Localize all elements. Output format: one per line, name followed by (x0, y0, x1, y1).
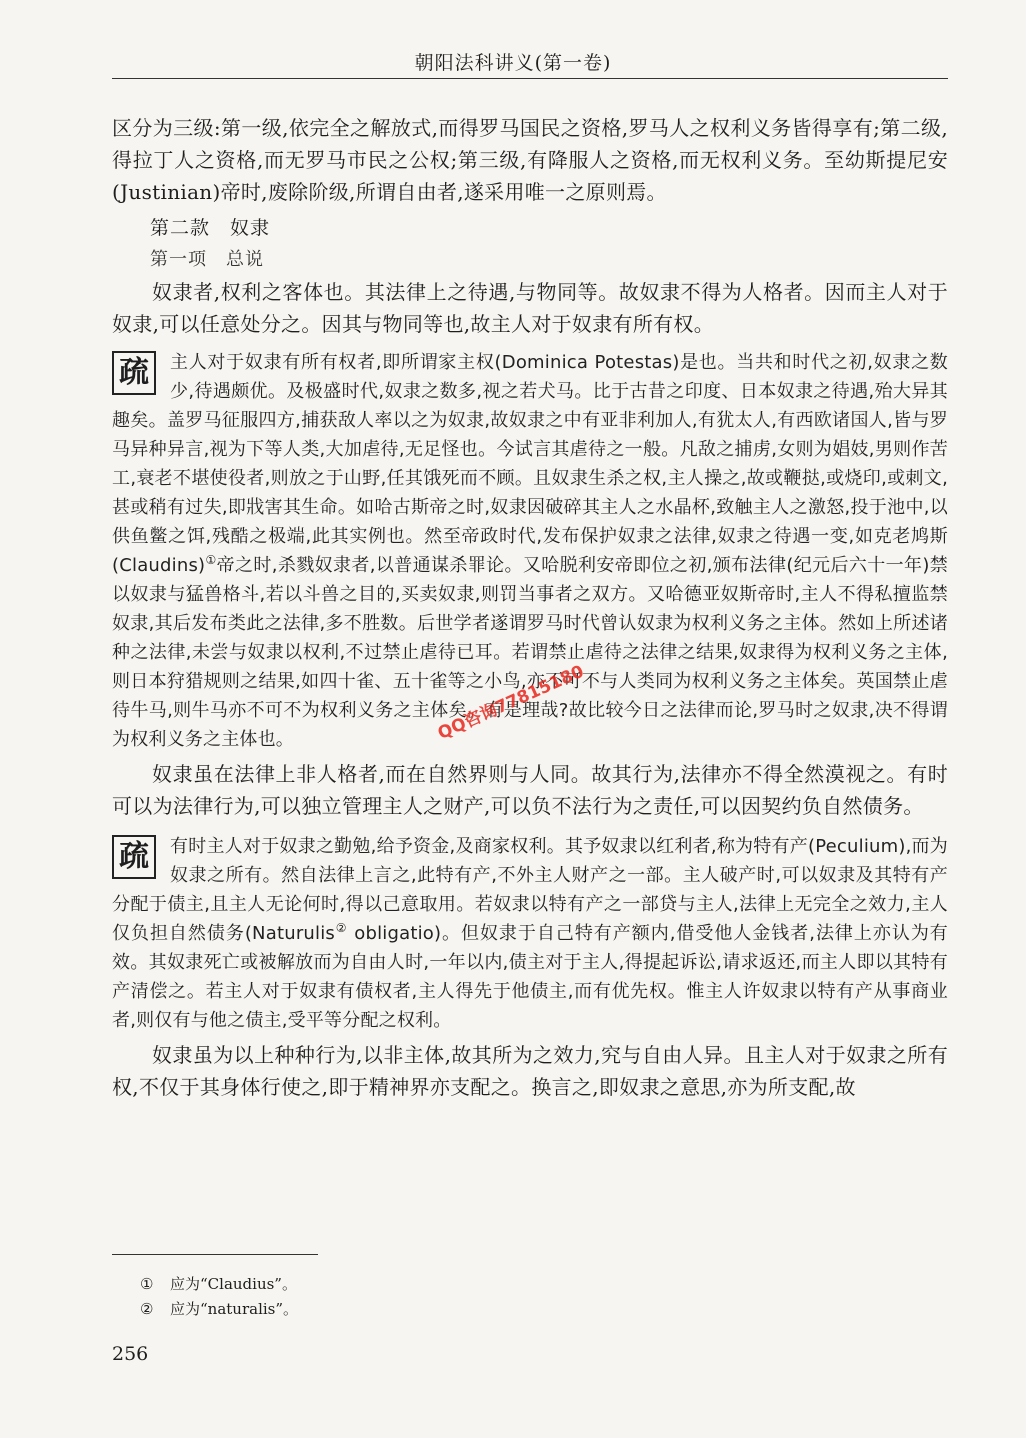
page-body (112, 112, 948, 1103)
commentary-text-2 (112, 832, 948, 1035)
commentary-2-part-b: obligatio)。但奴隶于自己特有产额内,借受他人金钱者,法律上亦认为有效。其奴隶死亡或被解放而为自由人时,一年以内,债主对于主人,得提起诉讼,请求返还,而主人即以其特有产清偿之。若主人对于奴隶有债权者,主人得先于他债主,而有优先权。惟主人许奴隶以特有产从事商业者,则仅有与他之债主,受平等分配之权利。 (112, 923, 948, 1031)
intro-paragraph: 区分为三级:第一级,依完全之解放式,而得罗马国民之资格,罗马人之权利义务皆得享有;第二级,得拉丁人之资格,而无罗马市民之公权;第三级,有降服人之资格,而无权利义务。至幼斯提尼安(Justinian)帝时,废除阶级,所谓自由者,遂采用唯一之原则焉。 (112, 116, 948, 204)
footnotes (140, 1272, 940, 1322)
running-header: 朝阳法科讲义(第一卷) (414, 52, 612, 74)
paragraph-3: 奴隶虽为以上种种行为,以非主体,故其所为之效力,究与自由人异。且主人对于奴隶之所有权,不仅于其身体行使之,即于精神界亦支配之。换言之,即奴隶之意思,亦为所支配,故 (112, 1043, 948, 1099)
footnote-text: 应为“naturalis”。 (170, 1300, 299, 1318)
header-rule (112, 78, 948, 79)
footnote-mark: ① (140, 1275, 154, 1293)
commentary-badge: 疏 (112, 351, 156, 395)
page-number: 256 (112, 1343, 149, 1365)
section-heading: 第二款 奴隶 (150, 217, 271, 239)
commentary-2-part-a: 有时主人对于奴隶之勤勉,给予资金,及商家权利。其予奴隶以红利者,称为特有产(Peculium),而为奴隶之所有。然自法律上言之,此特有产,不外主人财产之一部。主人破产时,可以奴隶及其特有产分配于债主,且主人无论何时,得以己意取用。若奴隶以特有产之一部贷与主人,法律上无完全之效力,主人仅负担自然债务(Naturulis (112, 836, 948, 944)
commentary-1-part-b: 帝之时,杀戮奴隶者,以普通谋杀罪论。又哈脱利安帝即位之初,颁布法律(纪元后六十一年)禁以奴隶与猛兽格斗,若以斗兽之目的,买卖奴隶,则罚当事者之双方。又哈德亚奴斯帝时,主人不得私擅监禁奴隶,其后发布类此之法律,多不胜数。后世学者遂谓罗马时代曾认奴隶为权利义务之主体。然如上所述诸种之法律,未尝与奴隶以权利,不过禁止虐待已耳。若谓禁止虐待之法律之结果,奴隶得为权利义务之主体,则日本狩猎规则之结果,如四十雀、五十雀等之小鸟,亦不可不与人类同为权利义务之主体矣。英国禁止虐待牛马,则牛马亦不可不为权利义务之主体矣。有是理哉?故比较今日之法律而论,罗马时之奴隶,决不得谓为权利义务之主体也。 (112, 555, 948, 750)
watermark: QQ咨询77815180 (434, 661, 588, 744)
footnote-1 (140, 1272, 940, 1297)
footnote-ref-2: ② (335, 921, 348, 935)
item-heading: 第一项 总说 (150, 249, 264, 270)
footnote-text: 应为“Claudius”。 (170, 1275, 297, 1293)
paragraph-2: 奴隶虽在法律上非人格者,而在自然界则与人同。故其行为,法律亦不得全然漠视之。有时可以为法律行为,可以独立管理主人之财产,可以负不法行为之责任,可以因契约负自然债务。 (112, 762, 948, 818)
footnote-2 (140, 1297, 940, 1322)
commentary-1-part-a: 主人对于奴隶有所有权者,即所谓家主权(Dominica Potestas)是也。当共和时代之初,奴隶之数少,待遇颇优。及极盛时代,奴隶之数多,视之若犬马。比于古昔之印度、日本奴隶之待遇,殆大异其趣矣。盖罗马征服四方,捕获敌人率以之为奴隶,故奴隶之中有亚非利加人,有犹太人,有西欧诸国人,皆与罗马异种异言,视为下等人类,大加虐待,无足怪也。今试言其虐待之一般。凡敌之捕虏,女则为娼妓,男则作苦工,衰老不堪使役者,则放之于山野,任其饿死而不顾。且奴隶生杀之权,主人操之,故或鞭挞,或烧印,或刺文,甚或稍有过失,即戕害其生命。如哈古斯帝之时,奴隶因破碎其主人之水晶杯,致触主人之激怒,投于池中,以供鱼鳖之饵,残酷之极端,此其实例也。然至帝政时代,发布保护奴隶之法律,奴隶之待遇一变,如克老鸠斯(Claudins) (112, 352, 948, 576)
commentary-block-2 (112, 832, 948, 1035)
paragraph-1: 奴隶者,权利之客体也。其法律上之待遇,与物同等。故奴隶不得为人格者。因而主人对于奴隶,可以任意处分之。因其与物同等也,故主人对于奴隶有所有权。 (112, 280, 948, 336)
footnote-rule (112, 1254, 318, 1255)
footnote-mark: ② (140, 1300, 154, 1318)
footnote-ref-1: ① (205, 553, 217, 567)
commentary-badge: 疏 (112, 835, 156, 879)
